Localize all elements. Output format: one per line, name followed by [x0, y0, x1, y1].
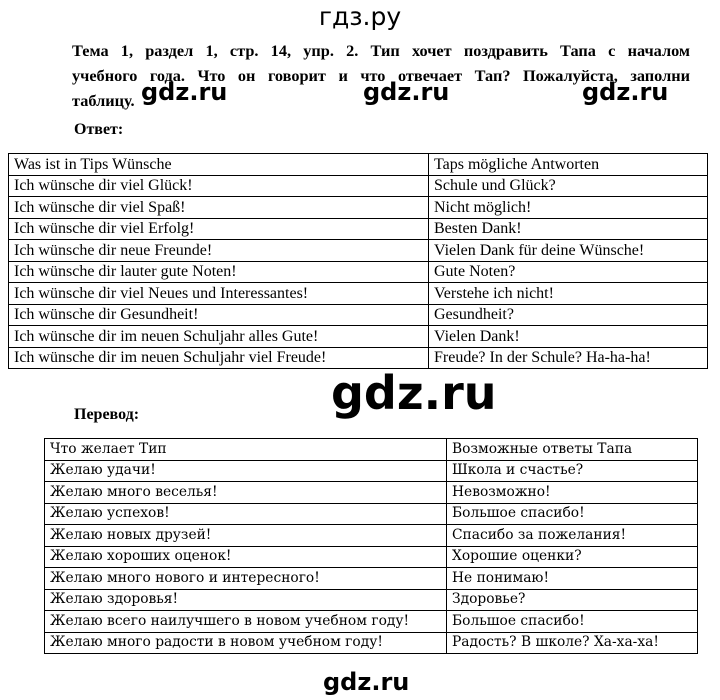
- table-cell: Nicht möglich!: [429, 197, 708, 219]
- table-cell: Ich wünsche dir lauter gute Noten!: [9, 261, 429, 283]
- table-cell: Желаю удачи!: [45, 460, 447, 482]
- table-row: [45, 611, 698, 633]
- table-cell: Freude? In der Schule? Ha-ha-ha!: [429, 347, 708, 369]
- table-cell: Ich wünsche dir im neuen Schuljahr viel Freude!: [9, 347, 429, 369]
- translation-table: [44, 438, 698, 654]
- table-row: [9, 218, 708, 240]
- table-header-row: [9, 154, 708, 176]
- table-cell: Невозможно!: [447, 482, 698, 504]
- site-title: гдз.ру: [318, 2, 402, 31]
- table-cell: Ich wünsche dir im neuen Schuljahr alles Gute!: [9, 326, 429, 348]
- table-cell: Не понимаю!: [447, 568, 698, 590]
- table-row: [9, 240, 708, 262]
- table-cell: Желаю много нового и интересного!: [45, 568, 447, 590]
- table-cell: Большое спасибо!: [447, 503, 698, 525]
- table-cell: Vielen Dank für deine Wünsche!: [429, 240, 708, 262]
- task-line-2: учебного года. Что он говорит и что отвечает Тап? Пожалуйста, заполни: [72, 66, 690, 85]
- table-header-cell: Was ist in Tips Wünsche: [9, 154, 429, 176]
- table-cell: Желаю успехов!: [45, 503, 447, 525]
- table-cell: Ich wünsche dir viel Neues und Interessantes!: [9, 283, 429, 305]
- table-row: [9, 197, 708, 219]
- table-cell: Желаю много веселья!: [45, 482, 447, 504]
- table-cell: Желаю много радости в новом учебном году!: [45, 632, 447, 654]
- table-row: [45, 503, 698, 525]
- table-cell: Ich wünsche dir viel Spaß!: [9, 197, 429, 219]
- table-row: [45, 460, 698, 482]
- table-cell: Vielen Dank!: [429, 326, 708, 348]
- table-cell: Ich wünsche dir viel Glück!: [9, 175, 429, 197]
- task-line-1: Тема 1, раздел 1, стр. 14, упр. 2. Тип хочет поздравить Тапа с началом: [72, 41, 690, 60]
- watermark-logo: gdz.ru: [363, 78, 450, 106]
- table-row: [9, 283, 708, 305]
- table-cell: Verstehe ich nicht!: [429, 283, 708, 305]
- translation-heading: Перевод:: [74, 406, 140, 423]
- table-cell: Спасибо за пожелания!: [447, 525, 698, 547]
- answer-table: [8, 153, 708, 369]
- table-row: [9, 326, 708, 348]
- table-row: [45, 632, 698, 654]
- table-cell: Желаю всего наилучшего в новом учебном году!: [45, 611, 447, 633]
- table-cell: Gesundheit?: [429, 304, 708, 326]
- watermark-logo: gdz.ru: [582, 78, 669, 106]
- table-cell: Ich wünsche dir viel Erfolg!: [9, 218, 429, 240]
- table-header-cell: Taps mögliche Antworten: [429, 154, 708, 176]
- table-cell: Ich wünsche dir neue Freunde!: [9, 240, 429, 262]
- watermark-logo: gdz.ru: [141, 78, 228, 106]
- table-cell: Ich wünsche dir Gesundheit!: [9, 304, 429, 326]
- table-cell: Besten Dank!: [429, 218, 708, 240]
- table-row: [45, 568, 698, 590]
- table-cell: Хорошие оценки?: [447, 546, 698, 568]
- watermark-logo: gdz.ru: [323, 668, 410, 696]
- table-row: [9, 261, 708, 283]
- answer-heading: Ответ:: [74, 121, 124, 138]
- table-cell: Schule und Glück?: [429, 175, 708, 197]
- task-line-3: таблицу.: [72, 91, 135, 110]
- table-cell: Здоровье?: [447, 589, 698, 611]
- table-row: [45, 546, 698, 568]
- table-cell: Большое спасибо!: [447, 611, 698, 633]
- table-cell: Желаю хороших оценок!: [45, 546, 447, 568]
- table-row: [9, 304, 708, 326]
- table-row: [45, 525, 698, 547]
- table-row: [45, 482, 698, 504]
- table-header-cell: Возможные ответы Тапа: [447, 439, 698, 461]
- table-header-cell: Что желает Тип: [45, 439, 447, 461]
- table-row: [9, 175, 708, 197]
- table-header-row: [45, 439, 698, 461]
- watermark-logo-large: gdz.ru: [331, 366, 497, 420]
- table-row: [45, 589, 698, 611]
- table-cell: Gute Noten?: [429, 261, 708, 283]
- table-cell: Желаю здоровья!: [45, 589, 447, 611]
- table-cell: Радость? В школе? Ха-ха-ха!: [447, 632, 698, 654]
- table-cell: Школа и счастье?: [447, 460, 698, 482]
- table-cell: Желаю новых друзей!: [45, 525, 447, 547]
